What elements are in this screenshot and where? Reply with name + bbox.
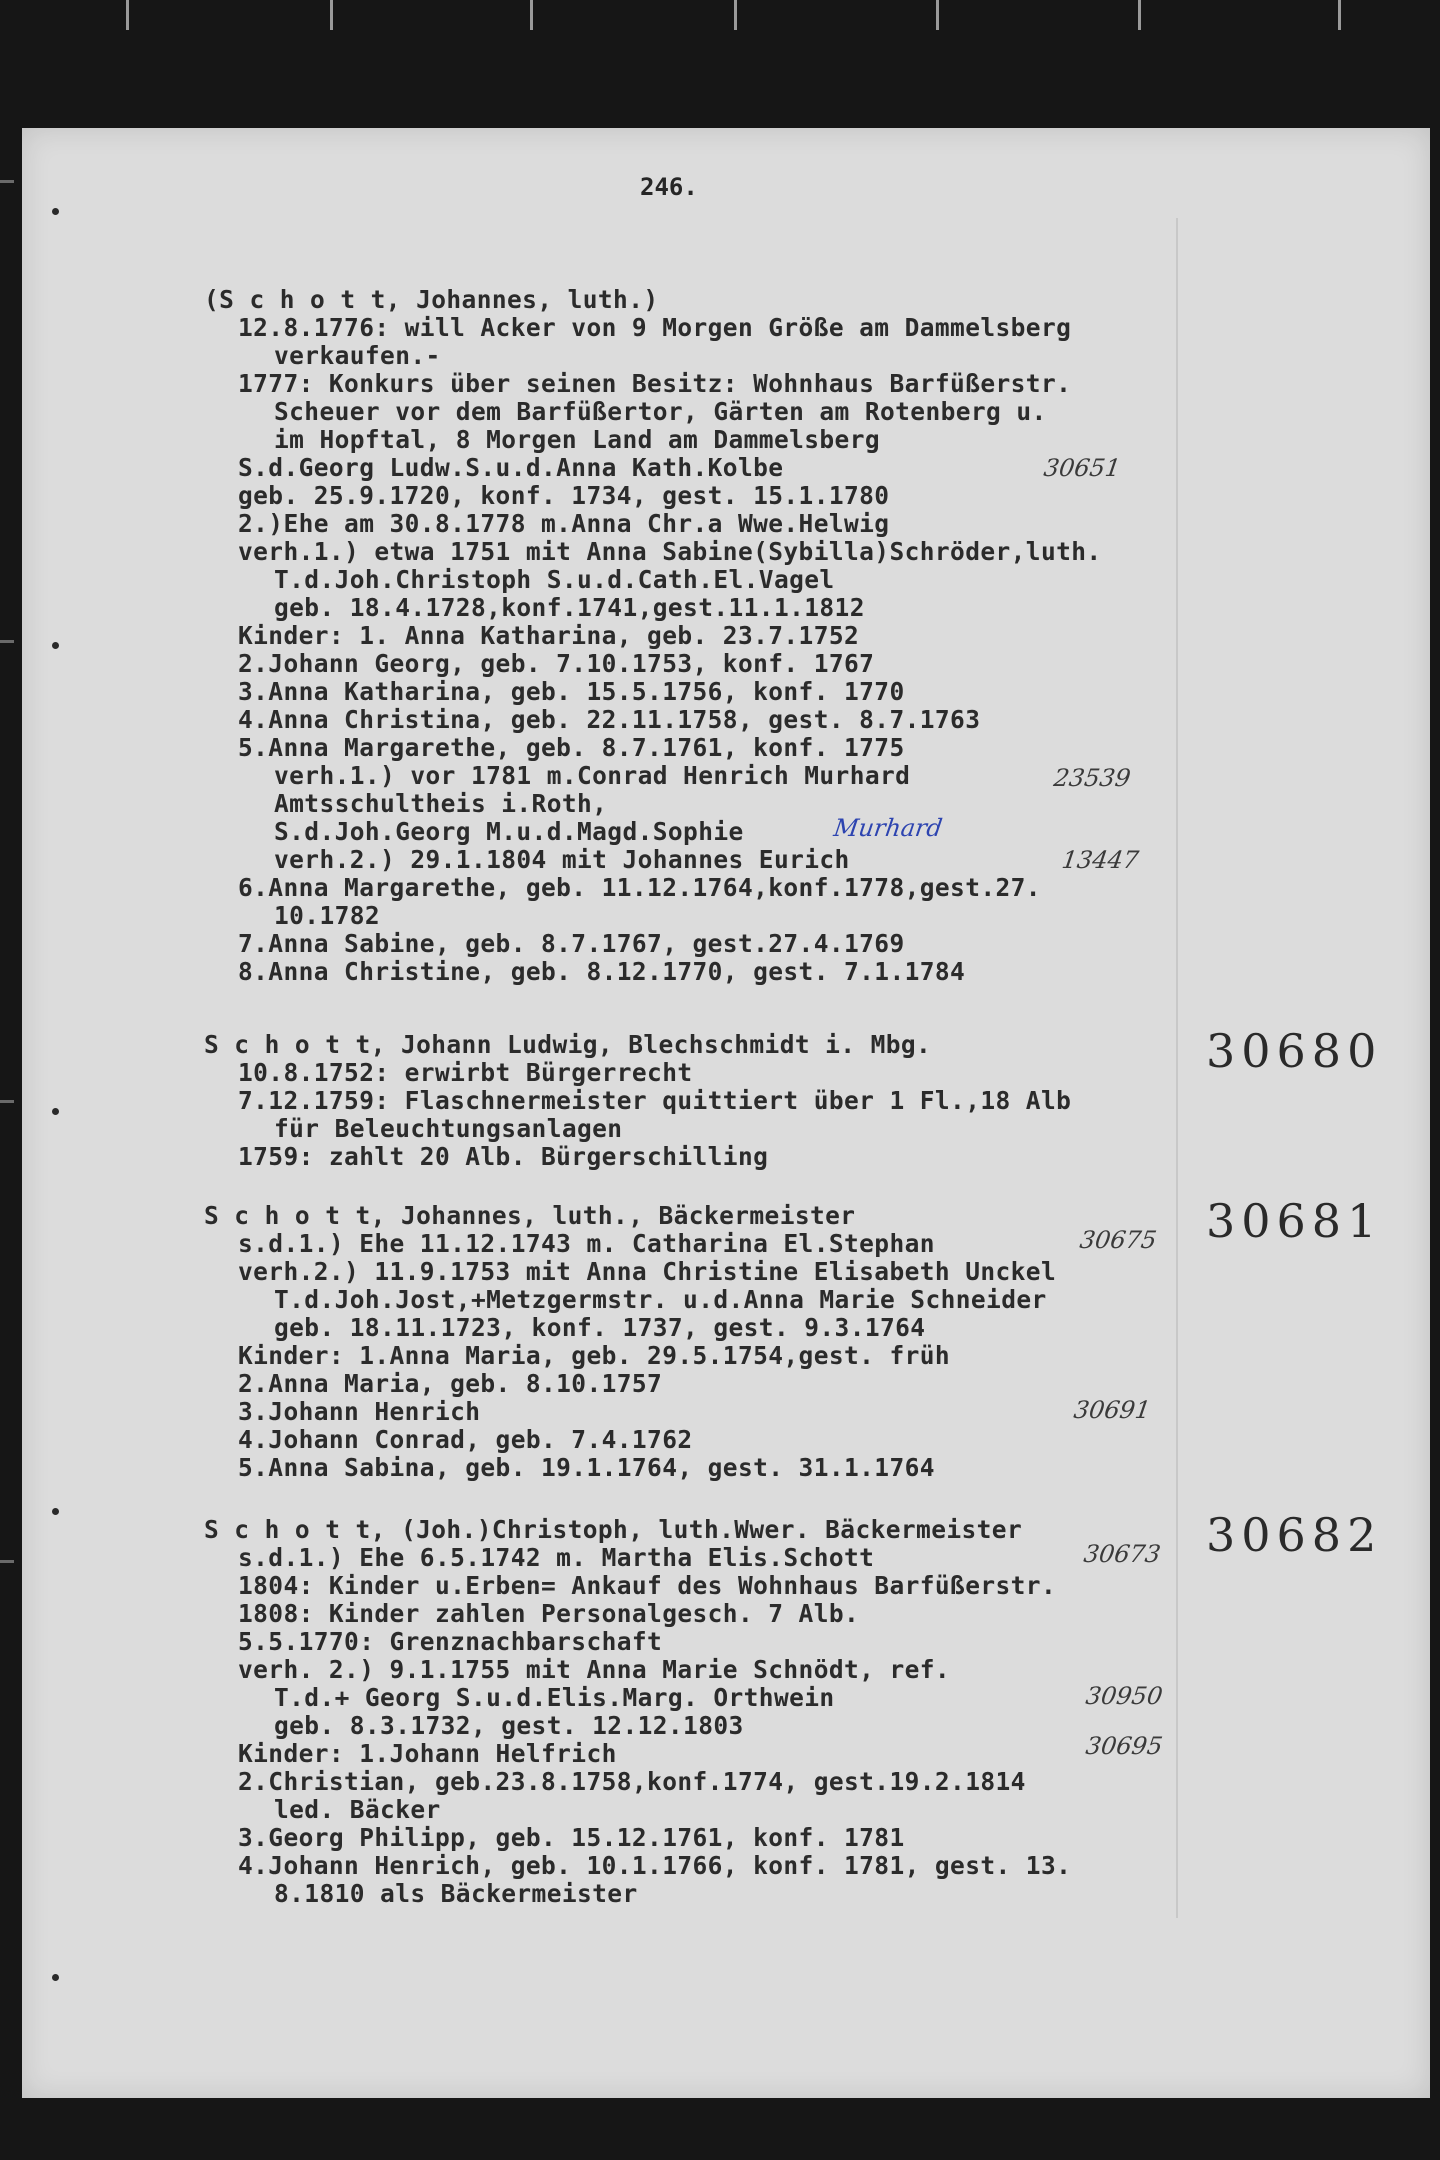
entry-line: Amtsschultheis i.Roth, xyxy=(274,789,608,818)
entry-line: 10.8.1752: erwirbt Bürgerrecht xyxy=(238,1058,693,1087)
page-fold-line xyxy=(1176,218,1178,1918)
edge-dash xyxy=(0,1100,14,1103)
entry-line: geb. 18.4.1728,konf.1741,gest.11.1.1812 xyxy=(274,593,865,622)
edge-tick xyxy=(530,0,533,30)
punch-hole xyxy=(52,1508,59,1515)
entry-heading: (S c h o t t, Johannes, luth.) xyxy=(204,285,659,314)
entry-line: verh. 2.) 9.1.1755 mit Anna Marie Schnödt, ref. xyxy=(238,1655,951,1684)
entry-line: s.d.1.) Ehe 11.12.1743 m. Catharina El.Stephan xyxy=(238,1229,935,1258)
edge-tick xyxy=(734,0,737,30)
entry-line: im Hopftal, 8 Morgen Land am Dammelsberg xyxy=(274,425,881,454)
entry-line: 8.Anna Christine, geb. 8.12.1770, gest. 7.1.1784 xyxy=(238,957,966,986)
edge-dash xyxy=(0,1560,14,1563)
entry-line: T.d.Joh.Jost,+Metzgermstr. u.d.Anna Marie Schneider xyxy=(274,1285,1047,1314)
entry-line: 5.5.1770: Grenznachbarschaft xyxy=(238,1627,663,1656)
entry-line: 6.Anna Margarethe, geb. 11.12.1764,konf.1778,gest.27. xyxy=(238,873,1041,902)
entry-line: 2.Anna Maria, geb. 8.10.1757 xyxy=(238,1369,663,1398)
entry-line: Scheuer vor dem Barfüßertor, Gärten am Rotenberg u. xyxy=(274,397,1047,426)
handwritten-reference-number: 30651 xyxy=(1042,454,1123,482)
edge-tick xyxy=(1338,0,1341,30)
index-card-page xyxy=(22,128,1430,2098)
handwritten-annotation: Murhard xyxy=(832,814,945,842)
handwritten-reference-number: 30673 xyxy=(1082,1540,1163,1568)
entry-line: 5.Anna Sabina, geb. 19.1.1764, gest. 31.1.1764 xyxy=(238,1453,935,1482)
entry-line: S.d.Joh.Georg M.u.d.Magd.Sophie xyxy=(274,817,744,846)
handwritten-reference-number: 30675 xyxy=(1078,1226,1159,1254)
entry-heading: S c h o t t, (Joh.)Christoph, luth.Wwer. Bäckermeister xyxy=(204,1515,1023,1544)
entry-heading: S c h o t t, Johannes, luth., Bäckermeister xyxy=(204,1201,856,1230)
entry-line: 4.Anna Christina, geb. 22.11.1758, gest. 8.7.1763 xyxy=(238,705,981,734)
edge-dash xyxy=(0,180,14,183)
handwritten-reference-number: 23539 xyxy=(1052,764,1133,792)
entry-line: 2.)Ehe am 30.8.1778 m.Anna Chr.a Wwe.Helwig xyxy=(238,509,890,538)
handwritten-reference-number: 30950 xyxy=(1084,1682,1165,1710)
entry-line: 7.Anna Sabine, geb. 8.7.1767, gest.27.4.1769 xyxy=(238,929,905,958)
entry-line: 12.8.1776: will Acker von 9 Morgen Größe am Dammelsberg xyxy=(238,313,1072,342)
entry-line: für Beleuchtungsanlagen xyxy=(274,1114,623,1143)
edge-tick xyxy=(936,0,939,30)
entry-line: 10.1782 xyxy=(274,901,381,930)
punch-hole xyxy=(52,208,59,215)
entry-line: verh.1.) vor 1781 m.Conrad Henrich Murhard xyxy=(274,761,911,790)
stamped-record-number: 30681 xyxy=(1206,1194,1383,1248)
entry-line: geb. 8.3.1732, gest. 12.12.1803 xyxy=(274,1711,744,1740)
handwritten-reference-number: 30691 xyxy=(1072,1396,1153,1424)
entry-line: 4.Johann Henrich, geb. 10.1.1766, konf. 1781, gest. 13. xyxy=(238,1851,1072,1880)
entry-line: 8.1810 als Bäckermeister xyxy=(274,1879,638,1908)
punch-hole xyxy=(52,642,59,649)
film-edge-markers xyxy=(0,0,1440,40)
edge-tick xyxy=(1138,0,1141,30)
punch-hole xyxy=(52,1974,59,1981)
entry-line: 1804: Kinder u.Erben= Ankauf des Wohnhaus Barfüßerstr. xyxy=(238,1571,1057,1600)
entry-line: led. Bäcker xyxy=(274,1795,441,1824)
edge-tick xyxy=(126,0,129,30)
edge-tick xyxy=(330,0,333,30)
entry-line: 2.Christian, geb.23.8.1758,konf.1774, gest.19.2.1814 xyxy=(238,1767,1026,1796)
stamped-record-number: 30680 xyxy=(1206,1024,1383,1078)
entry-line: s.d.1.) Ehe 6.5.1742 m. Martha Elis.Schott xyxy=(238,1543,875,1572)
entry-line: geb. 25.9.1720, konf. 1734, gest. 15.1.1780 xyxy=(238,481,890,510)
punch-hole xyxy=(52,1108,59,1115)
handwritten-reference-number: 13447 xyxy=(1060,846,1141,874)
entry-line: 3.Johann Henrich xyxy=(238,1397,481,1426)
entry-line: 1808: Kinder zahlen Personalgesch. 7 Alb. xyxy=(238,1599,860,1628)
entry-line: 4.Johann Conrad, geb. 7.4.1762 xyxy=(238,1425,693,1454)
page-number: 246. xyxy=(640,173,698,201)
entry-line: 2.Johann Georg, geb. 7.10.1753, konf. 1767 xyxy=(238,649,875,678)
entry-line: S.d.Georg Ludw.S.u.d.Anna Kath.Kolbe xyxy=(238,453,784,482)
entry-line: geb. 18.11.1723, konf. 1737, gest. 9.3.1764 xyxy=(274,1313,926,1342)
entry-line: 1777: Konkurs über seinen Besitz: Wohnhaus Barfüßerstr. xyxy=(238,369,1072,398)
handwritten-reference-number: 30695 xyxy=(1084,1732,1165,1760)
entry-heading: S c h o t t, Johann Ludwig, Blechschmidt i. Mbg. xyxy=(204,1030,932,1059)
entry-line: 3.Anna Katharina, geb. 15.5.1756, konf. 1770 xyxy=(238,677,905,706)
entry-line: verkaufen.- xyxy=(274,341,441,370)
entry-line: 5.Anna Margarethe, geb. 8.7.1761, konf. 1775 xyxy=(238,733,905,762)
entry-line: verh.2.) 29.1.1804 mit Johannes Eurich xyxy=(274,845,850,874)
entry-line: Kinder: 1.Johann Helfrich xyxy=(238,1739,617,1768)
entry-line: T.d.+ Georg S.u.d.Elis.Marg. Orthwein xyxy=(274,1683,835,1712)
entry-line: T.d.Joh.Christoph S.u.d.Cath.El.Vagel xyxy=(274,565,835,594)
entry-line: verh.1.) etwa 1751 mit Anna Sabine(Sybilla)Schröder,luth. xyxy=(238,537,1102,566)
entry-line: 7.12.1759: Flaschnermeister quittiert über 1 Fl.,18 Alb xyxy=(238,1086,1072,1115)
entry-line: Kinder: 1. Anna Katharina, geb. 23.7.1752 xyxy=(238,621,860,650)
entry-line: 3.Georg Philipp, geb. 15.12.1761, konf. 1781 xyxy=(238,1823,905,1852)
edge-dash xyxy=(0,640,14,643)
entry-line: Kinder: 1.Anna Maria, geb. 29.5.1754,gest. früh xyxy=(238,1341,951,1370)
entry-line: verh.2.) 11.9.1753 mit Anna Christine Elisabeth Unckel xyxy=(238,1257,1057,1286)
stamped-record-number: 30682 xyxy=(1206,1508,1383,1562)
entry-line: 1759: zahlt 20 Alb. Bürgerschilling xyxy=(238,1142,769,1171)
